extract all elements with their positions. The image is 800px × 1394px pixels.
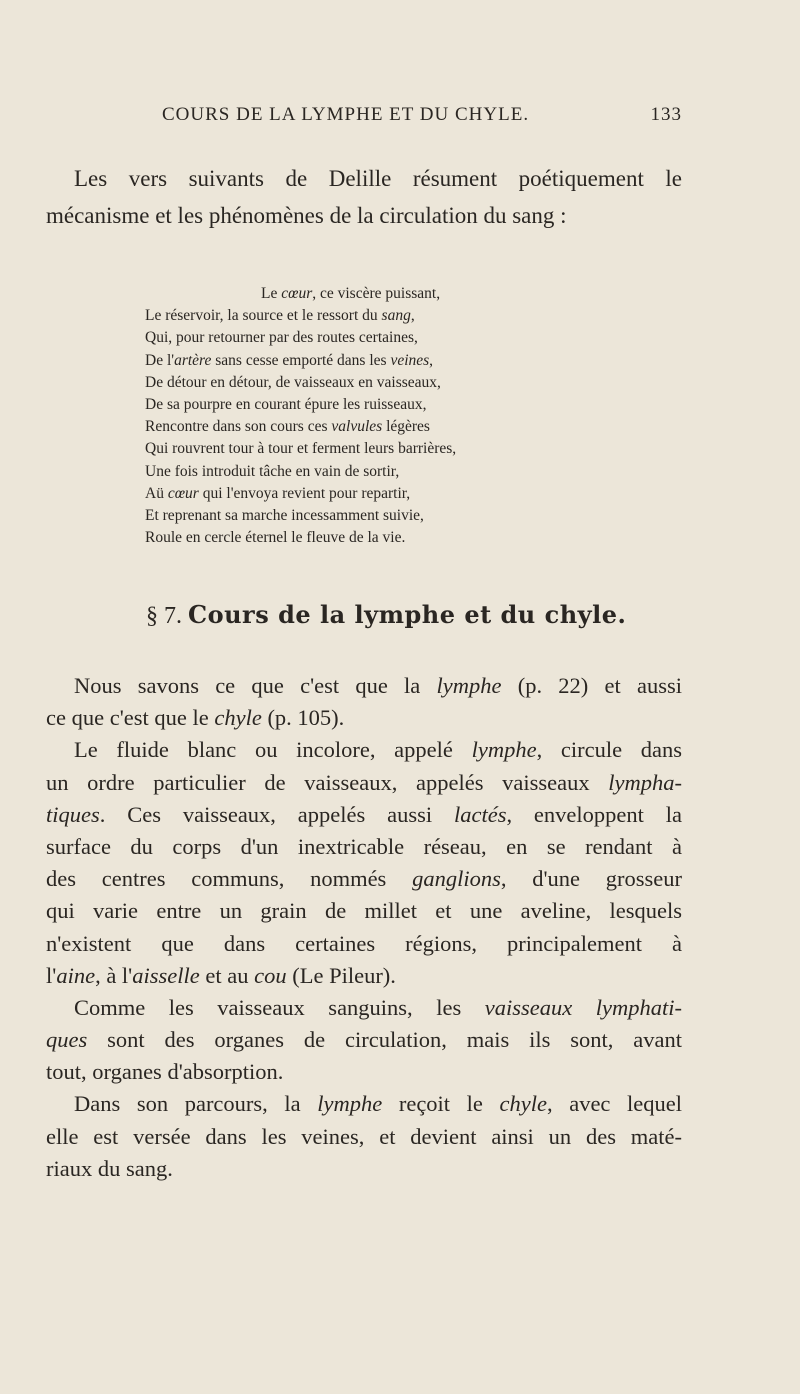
body-line: n'existent que dans certaines régions, principalement à bbox=[46, 930, 682, 956]
poem-line: Qui, pour retourner par des routes certaines, bbox=[145, 329, 418, 347]
poem-line: Le cœur, ce viscère puissant, bbox=[261, 285, 441, 302]
body-line: Dans son parcours, la lymphe reçoit le chyle, avec lequel bbox=[74, 1091, 683, 1117]
body-line: ce que c'est que le chyle (p. 105). bbox=[46, 705, 345, 731]
poem-line: De sa pourpre en courant épure les ruisseaux, bbox=[145, 395, 427, 413]
body-line: des centres communs, nommés ganglions, d'une grosseur bbox=[46, 866, 682, 892]
body-line: Comme les vaisseaux sanguins, les vaisseaux lymphati- bbox=[74, 994, 682, 1020]
body-line: un ordre particulier de vaisseaux, appelés vaisseaux lympha- bbox=[46, 769, 682, 795]
body-text bbox=[46, 670, 682, 1185]
body-line: tout, organes d'absorption. bbox=[46, 1059, 284, 1085]
intro-paragraph bbox=[46, 160, 682, 234]
body-line: Nous savons ce que c'est que la lymphe (p. 22) et aussi bbox=[74, 673, 682, 698]
poem-line: De détour en détour, de vaisseaux en vaisseaux, bbox=[145, 373, 441, 391]
poem-line: Aü cœur qui l'envoya revient pour repartir, bbox=[145, 484, 411, 502]
body-line: l'aine, à l'aisselle et au cou (Le Pileur). bbox=[46, 962, 396, 988]
running-header bbox=[162, 104, 682, 134]
poem-line: Qui rouvrent tour à tour et ferment leurs barrières, bbox=[145, 440, 457, 458]
body-line: qui varie entre un grain de millet et une aveline, lesquels bbox=[46, 898, 682, 924]
poem-line: Rencontre dans son cours ces valvules légères bbox=[145, 418, 430, 436]
section-title: Cours de la lymphe et du chyle. bbox=[188, 600, 627, 629]
intro-line: mécanisme et les phénomènes de la circulation du sang : bbox=[46, 203, 567, 228]
body-line: elle est versée dans les veines, et devient ainsi un des maté- bbox=[46, 1123, 682, 1149]
body-line: ques sont des organes de circulation, mais ils sont, avant bbox=[46, 1027, 682, 1053]
poem-quote bbox=[145, 283, 615, 549]
body-line: surface du corps d'un inextricable réseau, en se rendant à bbox=[46, 833, 682, 859]
running-title: COURS DE LA LYMPHE ET DU CHYLE. bbox=[162, 104, 530, 125]
body-line: riaux du sang. bbox=[46, 1155, 173, 1181]
poem-line: Le réservoir, la source et le ressort du sang, bbox=[145, 307, 415, 325]
section-number: § 7. bbox=[146, 603, 182, 629]
page-number: 133 bbox=[650, 104, 682, 125]
section-heading bbox=[146, 600, 626, 630]
intro-line: Les vers suivants de Delille résument poétiquement le bbox=[74, 166, 682, 191]
body-line: Le fluide blanc ou incolore, appelé lymphe, circule dans bbox=[74, 737, 682, 763]
poem-line: Et reprenant sa marche incessamment suivie, bbox=[145, 506, 424, 524]
body-line: tiques. Ces vaisseaux, appelés aussi lactés, enveloppent la bbox=[46, 801, 682, 827]
poem-line: Roule en cercle éternel le fleuve de la vie. bbox=[145, 529, 406, 547]
poem-line: Une fois introduit tâche en vain de sortir, bbox=[145, 462, 400, 480]
poem-line: De l'artère sans cesse emporté dans les veines, bbox=[145, 351, 434, 369]
